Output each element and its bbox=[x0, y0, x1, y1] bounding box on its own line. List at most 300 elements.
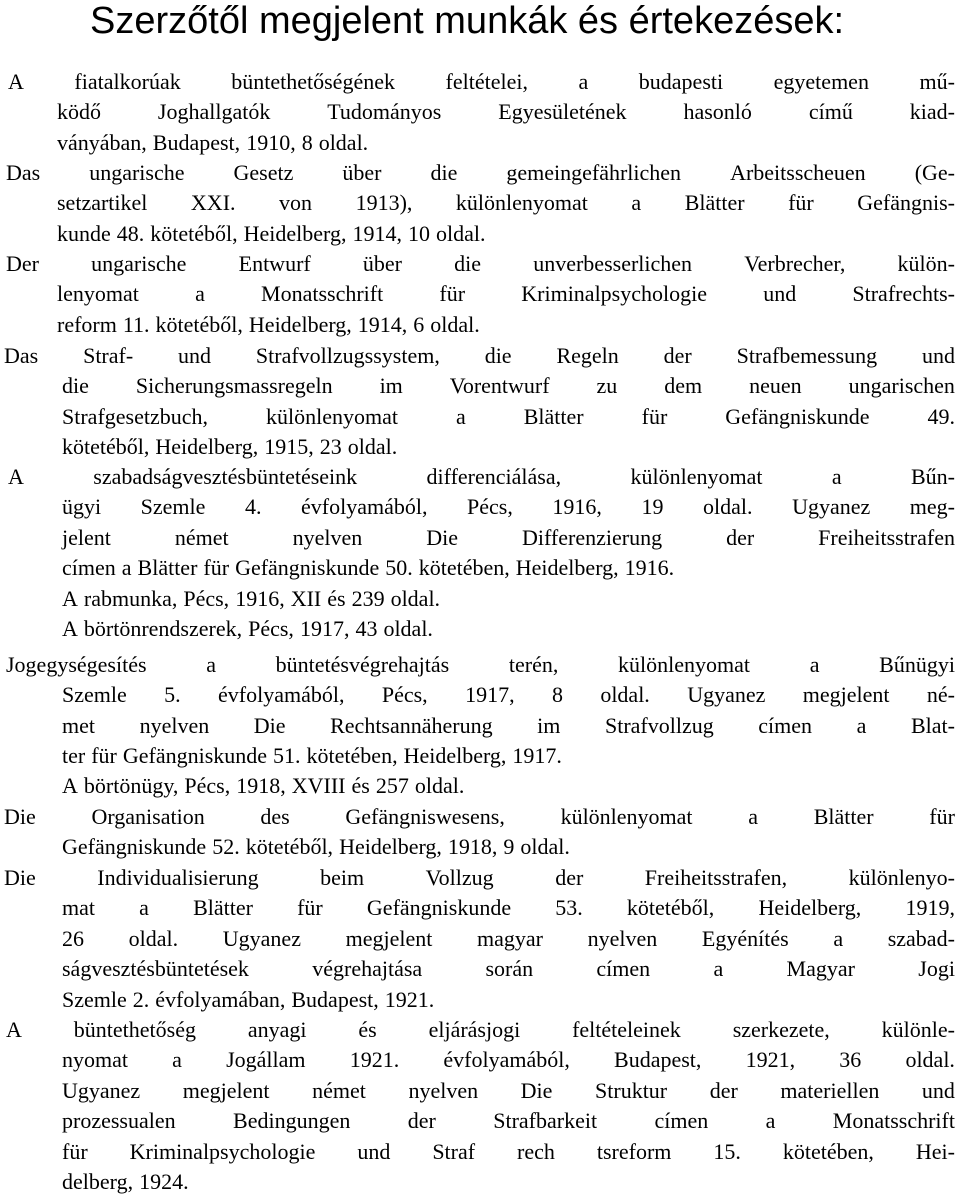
word: nyelven bbox=[587, 925, 658, 951]
word: évfolyamából, bbox=[218, 682, 345, 708]
word: des bbox=[260, 804, 290, 829]
word: Entwurf bbox=[238, 251, 311, 276]
word: über bbox=[342, 160, 382, 185]
word: 1916, bbox=[235, 586, 285, 611]
word: die bbox=[430, 160, 458, 185]
word: büntethetőségének bbox=[231, 69, 395, 94]
word: delberg, bbox=[62, 1169, 134, 1194]
entry-line bbox=[4, 863, 955, 893]
word: 51. bbox=[273, 743, 301, 769]
word: különlenyomat bbox=[455, 190, 588, 216]
word: die bbox=[484, 343, 512, 368]
word: mat bbox=[62, 895, 95, 921]
word: 1913), bbox=[355, 190, 413, 216]
word: különlenyomat bbox=[630, 464, 763, 489]
entry-line bbox=[62, 985, 434, 1015]
entry-line bbox=[57, 310, 480, 340]
word: megjelent bbox=[802, 682, 890, 708]
word: a bbox=[833, 925, 844, 951]
word: dem bbox=[664, 373, 703, 399]
word: oldal. bbox=[430, 311, 480, 337]
word: Gefängniskunde bbox=[122, 743, 268, 769]
word: a bbox=[809, 652, 820, 677]
word: Strafvollzug bbox=[604, 712, 714, 738]
word: (Ge- bbox=[914, 160, 955, 185]
entry-line bbox=[62, 954, 955, 984]
word: für bbox=[91, 743, 117, 769]
word: und bbox=[178, 343, 212, 368]
word: kunde bbox=[57, 220, 111, 246]
word: der bbox=[407, 1108, 436, 1134]
word: kötetéből, bbox=[155, 311, 243, 337]
word: Die bbox=[4, 865, 36, 890]
entry-line bbox=[6, 249, 955, 279]
word: zu bbox=[596, 373, 618, 399]
word: Die bbox=[426, 524, 459, 550]
word: tsreform bbox=[596, 1138, 672, 1164]
word: 26 bbox=[62, 925, 84, 951]
entry-line bbox=[57, 128, 368, 158]
word: oldal. bbox=[905, 1047, 955, 1073]
word: börtönügy, bbox=[83, 773, 179, 798]
word: 1917. bbox=[512, 743, 562, 769]
word: 1914, bbox=[352, 220, 402, 246]
entry-line bbox=[8, 67, 955, 97]
word: eljárásjogi bbox=[428, 1017, 521, 1042]
word: Das bbox=[6, 160, 41, 185]
word: Struktur bbox=[595, 1077, 668, 1103]
word: 1910, bbox=[246, 129, 296, 155]
word: megjelent bbox=[345, 925, 433, 951]
word: kiad- bbox=[909, 99, 955, 125]
word: kötetéből, bbox=[150, 220, 238, 246]
word: büntethetőség bbox=[73, 1017, 196, 1042]
word: Straf bbox=[432, 1138, 476, 1164]
word: der bbox=[709, 1077, 738, 1103]
word: für bbox=[929, 804, 955, 829]
word: meg- bbox=[909, 494, 955, 520]
word: a bbox=[765, 1108, 776, 1134]
word: für bbox=[297, 895, 323, 921]
word: setzartikel bbox=[57, 190, 148, 216]
word: die bbox=[454, 251, 482, 276]
word: differenciálása, bbox=[426, 464, 562, 489]
word: Bedingungen bbox=[233, 1108, 351, 1134]
word: címen bbox=[758, 712, 813, 738]
word: budapesti bbox=[638, 69, 724, 94]
word: 5. bbox=[164, 682, 181, 708]
word: 52. bbox=[212, 834, 240, 860]
entry-line bbox=[62, 492, 955, 522]
word: Vollzug bbox=[425, 865, 494, 890]
entry-line bbox=[62, 432, 397, 462]
word: 1924. bbox=[139, 1169, 189, 1194]
word: Hei- bbox=[915, 1138, 955, 1164]
word: 4. bbox=[244, 494, 262, 520]
word: 53. bbox=[555, 895, 583, 921]
entry-line bbox=[62, 711, 955, 741]
word: a bbox=[748, 804, 758, 829]
entry-line bbox=[57, 219, 485, 249]
word: oldal. bbox=[703, 494, 753, 520]
word: XII bbox=[290, 586, 322, 611]
word: különlenyo- bbox=[848, 865, 955, 890]
word: 36 bbox=[839, 1047, 862, 1073]
word: különlenyomat bbox=[560, 804, 693, 829]
word: der bbox=[663, 343, 692, 368]
word: 23 bbox=[319, 434, 342, 460]
word: 49. bbox=[927, 403, 955, 429]
word: címen bbox=[596, 956, 651, 982]
word: XVIII bbox=[291, 773, 346, 798]
word: szerkezete, bbox=[732, 1017, 830, 1042]
word: ter bbox=[62, 743, 86, 769]
word: kötetében, bbox=[306, 743, 398, 769]
word: a bbox=[713, 956, 724, 982]
entry-line bbox=[4, 802, 955, 832]
word: egyetemen bbox=[773, 69, 869, 94]
word: A bbox=[62, 586, 78, 611]
word: ködő bbox=[57, 99, 101, 125]
word: kötetében, bbox=[418, 555, 510, 581]
word: gemeingefährlichen bbox=[506, 160, 682, 185]
word: nyelven bbox=[292, 524, 363, 550]
word: a bbox=[139, 895, 149, 921]
word: oldal. bbox=[318, 129, 369, 155]
word: Gesetz bbox=[233, 160, 294, 185]
word: a bbox=[831, 464, 842, 489]
word: 1918, bbox=[236, 773, 286, 798]
word: a bbox=[455, 403, 466, 429]
word: nyomat bbox=[62, 1047, 128, 1073]
word: Magyar bbox=[786, 956, 855, 982]
word: 10 bbox=[407, 220, 430, 246]
word: Strafbarkeit bbox=[493, 1108, 598, 1134]
word: végrehajtása bbox=[312, 956, 423, 982]
word: 1921. bbox=[349, 1047, 400, 1073]
word: Blätter bbox=[684, 190, 745, 216]
word: 1918, bbox=[447, 834, 498, 860]
word: Heidelberg, bbox=[339, 834, 442, 860]
word: Kriminalpsychologie bbox=[129, 1138, 316, 1164]
word: Kriminalpsychologie bbox=[521, 281, 707, 307]
word: und bbox=[921, 343, 955, 368]
word: mű- bbox=[919, 69, 955, 94]
word: Gefängniskunde bbox=[62, 834, 207, 860]
word: Blätter bbox=[137, 555, 198, 581]
word: A bbox=[8, 69, 24, 94]
word: ungarische bbox=[89, 160, 185, 185]
word: 19 bbox=[641, 494, 664, 520]
word: a bbox=[856, 712, 867, 738]
word: 50. bbox=[385, 555, 413, 581]
word: Joghallgatók bbox=[157, 99, 271, 125]
word: Pécs, bbox=[381, 682, 428, 708]
word: Vorentwurf bbox=[449, 373, 550, 399]
word: 43 bbox=[355, 616, 378, 641]
word: Ugyanez bbox=[62, 1077, 141, 1103]
word: für bbox=[641, 403, 668, 429]
word: Monatsschrift bbox=[261, 281, 384, 307]
word: 1916. bbox=[624, 555, 675, 581]
entry-line bbox=[62, 893, 955, 923]
word: A bbox=[62, 773, 78, 798]
word: im bbox=[379, 373, 403, 399]
entry-line bbox=[6, 1015, 955, 1045]
word: külön- bbox=[897, 251, 955, 276]
word: Tudományos bbox=[327, 99, 442, 125]
word: Straf- bbox=[83, 343, 134, 368]
entry-line bbox=[62, 402, 955, 432]
word: und bbox=[921, 1077, 955, 1103]
word: című bbox=[808, 99, 853, 125]
word: és bbox=[358, 1017, 377, 1042]
word: XXI. bbox=[190, 190, 236, 216]
word: Heidelberg, bbox=[155, 434, 259, 460]
word: 1921, bbox=[745, 1047, 796, 1073]
word: 48. bbox=[116, 220, 145, 246]
word: Gefängniskunde bbox=[366, 895, 512, 921]
word: ügyi bbox=[62, 494, 102, 520]
entry-line bbox=[62, 523, 955, 553]
word: 1915, bbox=[264, 434, 314, 460]
word: im bbox=[537, 712, 561, 738]
entry-line bbox=[62, 1076, 955, 1106]
word: kötetéből, bbox=[245, 834, 334, 860]
word: 1917, bbox=[299, 616, 350, 641]
word: für bbox=[439, 281, 466, 307]
word: kötetéből, bbox=[626, 895, 715, 921]
word: Strafrechts- bbox=[852, 281, 955, 307]
word: Rechtsannäherung bbox=[330, 712, 493, 738]
word: von bbox=[279, 190, 313, 216]
entry-line bbox=[57, 97, 955, 127]
word: különlenyomat bbox=[266, 403, 398, 429]
word: 6 bbox=[413, 311, 425, 337]
word: A bbox=[6, 1017, 22, 1042]
entry-line bbox=[62, 832, 570, 862]
word: fiatalkorúak bbox=[74, 69, 181, 94]
word: für bbox=[203, 555, 230, 581]
entry-line bbox=[6, 650, 955, 680]
word: évfolyamából, bbox=[443, 1047, 570, 1073]
word: Pécs, bbox=[248, 616, 294, 641]
word: 1919, bbox=[905, 895, 955, 921]
word: 239 bbox=[351, 586, 385, 611]
word: Arbeitsscheuen bbox=[730, 160, 866, 185]
entry-line bbox=[4, 341, 955, 371]
word: kötetéből, bbox=[62, 434, 150, 460]
word: jelent bbox=[62, 524, 111, 550]
word: Heidelberg, bbox=[758, 895, 862, 921]
word: Blätter bbox=[523, 403, 584, 429]
word: és bbox=[351, 773, 370, 798]
word: Blätter bbox=[193, 895, 253, 921]
word: Der bbox=[6, 251, 39, 276]
word: beim bbox=[320, 865, 365, 890]
entry-line bbox=[62, 771, 464, 801]
word: a bbox=[172, 1047, 182, 1073]
word: Strafbemessung bbox=[736, 343, 878, 368]
word: és bbox=[327, 586, 346, 611]
word: Gefängnis- bbox=[857, 190, 955, 216]
word: Jogegységesítés bbox=[6, 652, 147, 677]
word: Monatsschrift bbox=[832, 1108, 955, 1134]
word: oldal. bbox=[435, 220, 486, 246]
word: reform bbox=[57, 311, 117, 337]
word: der bbox=[555, 865, 584, 890]
word: Pécs, bbox=[184, 773, 231, 798]
word: Budapest, bbox=[291, 986, 379, 1012]
entry-line bbox=[62, 584, 440, 614]
word: oldal. bbox=[520, 834, 570, 860]
word: für bbox=[62, 1138, 88, 1164]
word: 257 bbox=[375, 773, 409, 798]
word: met bbox=[62, 712, 95, 738]
word: Gefängniswesens, bbox=[345, 804, 505, 829]
word: feltételeinek bbox=[572, 1017, 681, 1042]
word: nyelven bbox=[408, 1077, 479, 1103]
word: über bbox=[362, 251, 402, 276]
entry-line bbox=[6, 158, 955, 188]
word: 1916, bbox=[552, 494, 602, 520]
word: német bbox=[174, 524, 229, 550]
word: und bbox=[357, 1138, 391, 1164]
word: Heidelberg, bbox=[243, 220, 347, 246]
word: feltételei, bbox=[445, 69, 528, 94]
word: Egyesületének bbox=[498, 99, 627, 125]
entry-line bbox=[62, 553, 674, 583]
word: A bbox=[8, 464, 24, 489]
word: Ugyanez bbox=[792, 494, 871, 520]
entry-line bbox=[62, 680, 955, 710]
word: oldal. bbox=[390, 586, 441, 611]
word: börtönrendszerek, bbox=[83, 616, 243, 641]
word: Individualisierung bbox=[97, 865, 259, 890]
word: hasonló bbox=[683, 99, 752, 125]
word: materiellen bbox=[780, 1077, 880, 1103]
word: Die bbox=[4, 804, 36, 829]
entry-line bbox=[62, 1106, 955, 1136]
word: 11. bbox=[122, 311, 150, 337]
word: Heidelberg, bbox=[403, 743, 507, 769]
word: szabadságvesztésbüntetéseink bbox=[93, 464, 358, 489]
word: a bbox=[631, 190, 642, 216]
word: Die bbox=[253, 712, 286, 738]
word: Bűnügyi bbox=[879, 652, 955, 677]
word: során bbox=[485, 956, 534, 982]
word: oldal. bbox=[600, 682, 650, 708]
entry-line bbox=[62, 614, 433, 644]
entry-line bbox=[62, 1045, 955, 1075]
word: Bűn- bbox=[911, 464, 955, 489]
word: lenyomat bbox=[57, 281, 139, 307]
word: 1921. bbox=[384, 986, 435, 1012]
word: Pécs, bbox=[467, 494, 513, 520]
word: a bbox=[121, 555, 132, 581]
word: Jogi bbox=[918, 956, 955, 982]
word: für bbox=[788, 190, 814, 216]
word: címen bbox=[654, 1108, 709, 1134]
word: der bbox=[726, 524, 755, 550]
word: anyagi bbox=[247, 1017, 307, 1042]
entry-line bbox=[62, 1167, 189, 1197]
word: Blätter bbox=[813, 804, 874, 829]
word: különlenyomat bbox=[618, 652, 750, 677]
word: megjelent bbox=[182, 1077, 270, 1103]
word: Szemle bbox=[140, 494, 206, 520]
entry-line bbox=[62, 1137, 955, 1167]
word: Organisation bbox=[91, 804, 205, 829]
word: évfolyamában, bbox=[155, 986, 286, 1012]
word: a bbox=[206, 652, 216, 677]
word: Freiheitsstrafen bbox=[818, 524, 955, 550]
word: ványában, bbox=[57, 129, 147, 155]
word: unverbesserlichen bbox=[533, 251, 693, 276]
word: Die bbox=[520, 1077, 553, 1103]
word: prozessualen bbox=[62, 1108, 176, 1134]
word: oldal. bbox=[414, 773, 465, 798]
entry-line bbox=[62, 741, 562, 771]
word: oldal. bbox=[383, 616, 433, 641]
word: Blat- bbox=[910, 712, 955, 738]
word: magyar bbox=[477, 925, 543, 951]
word: büntetésvégrehajtás bbox=[275, 652, 450, 677]
word: Gefängniskunde bbox=[725, 403, 870, 429]
word: né- bbox=[926, 682, 955, 708]
word: neuen bbox=[749, 373, 802, 399]
word: 1917, bbox=[465, 682, 515, 708]
word: und bbox=[763, 281, 797, 307]
word: a bbox=[578, 69, 589, 94]
word: ságvesztésbüntetések bbox=[62, 956, 249, 982]
word: Gefängniskunde bbox=[235, 555, 380, 581]
word: Szemle bbox=[62, 986, 127, 1012]
word: Szemle bbox=[62, 682, 127, 708]
word: Ugyanez bbox=[222, 925, 301, 951]
word: nyelven bbox=[139, 712, 210, 738]
word: Das bbox=[4, 343, 39, 368]
word: ungarische bbox=[91, 251, 187, 276]
word: német bbox=[312, 1077, 366, 1103]
word: évfolyamából, bbox=[301, 494, 428, 520]
word: oldal. bbox=[128, 925, 179, 951]
entry-line bbox=[62, 924, 955, 954]
word: Strafvollzugssystem, bbox=[255, 343, 440, 368]
word: oldal. bbox=[347, 434, 398, 460]
word: Jogállam bbox=[226, 1047, 306, 1073]
entry-line bbox=[57, 188, 955, 218]
word: Ugyanez bbox=[687, 682, 766, 708]
word: Freiheitsstrafen, bbox=[644, 865, 788, 890]
word: Regeln bbox=[556, 343, 619, 368]
word: Budapest, bbox=[614, 1047, 702, 1073]
page-title: Szerzőtől megjelent munkák és értekezések: bbox=[90, 0, 845, 42]
word: 2. bbox=[132, 986, 150, 1012]
word: 8 bbox=[301, 129, 313, 155]
word: Pécs, bbox=[183, 586, 230, 611]
word: Egyénítés bbox=[701, 925, 789, 951]
word: címen bbox=[62, 555, 116, 581]
word: 8 bbox=[551, 682, 563, 708]
word: 1914, bbox=[357, 311, 408, 337]
word: szabad- bbox=[887, 925, 955, 951]
word: Strafgesetzbuch, bbox=[62, 403, 208, 429]
word: különle- bbox=[881, 1017, 955, 1042]
word: rabmunka, bbox=[83, 586, 178, 611]
word: kötetében, bbox=[782, 1138, 874, 1164]
word: die bbox=[62, 373, 89, 399]
